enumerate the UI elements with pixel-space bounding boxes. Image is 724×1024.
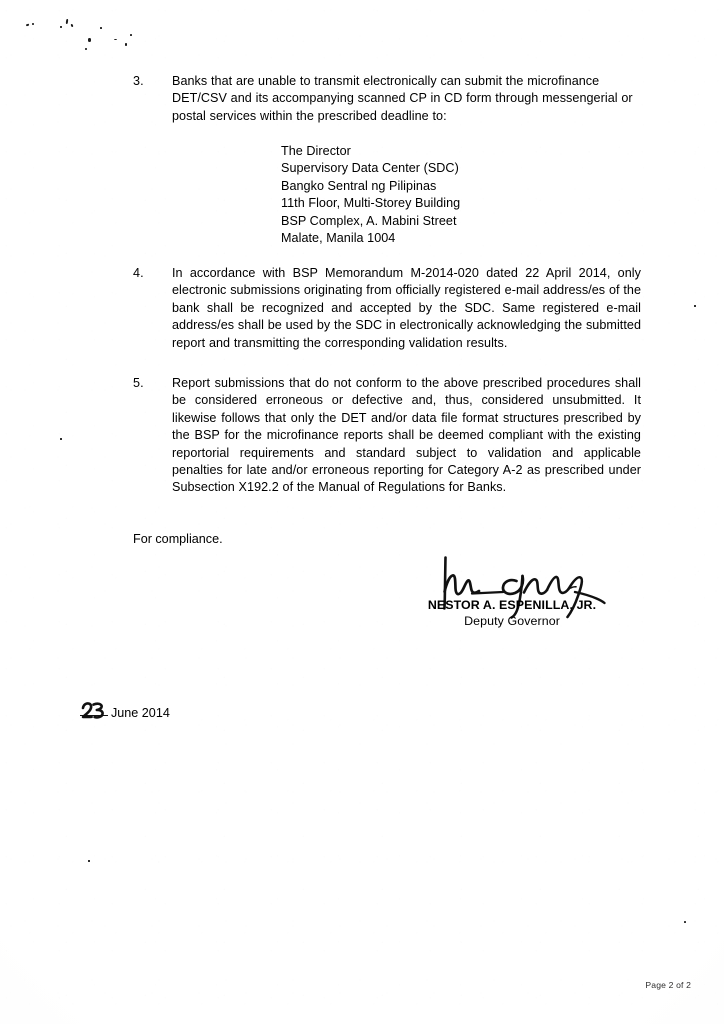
- address-line-director: The Director: [281, 144, 351, 158]
- address-line-city: Malate, Manila 1004: [281, 231, 396, 246]
- clause-5-text: Report submissions that do not conform to the above prescribed procedures shall be considered erroneous or defective and, thus, considered unsubmitted. It likewise follows that only the DET and/or data file format structures prescribed by the BSP for the microfinance reports shall be deemed compliant with the existing reportorial requirements and standard subject to validation and applicable penalties for late and/or erroneous reporting for Category A-2 as prescribed under Subsection X192.2 of the Manual of Regulations for Banks.: [172, 376, 641, 495]
- page-footer: Page 2 of 2: [645, 980, 691, 990]
- date-month-year: June 2014: [111, 706, 170, 720]
- signatory-title: Deputy Governor: [464, 614, 560, 628]
- address-line-floor: 11th Floor, Multi-Storey Building: [281, 196, 461, 211]
- clause-5: [133, 375, 641, 497]
- closing-line: For compliance.: [133, 532, 223, 546]
- clause-4-text: In accordance with BSP Memorandum M-2014-020 dated 22 April 2014, only electronic submissions originating from officially registered e-mail address/es of the bank shall be recognized and accepted by the SDC. Same registered e-mail address/es shall be used by the SDC in electronically acknowledging the submitted report and transmitting the corresponding validation results.: [172, 266, 641, 350]
- clause-5-number: 5.: [133, 376, 144, 390]
- signatory-name: NESTOR A. ESPENILLA, JR.: [427, 598, 597, 612]
- clause-3: [133, 73, 641, 125]
- address-block: [281, 143, 460, 247]
- handwritten-day-icon: [80, 699, 108, 723]
- clause-3-text: Banks that are unable to transmit electronically can submit the microfinance DET/CSV and its accompanying scanned CP in CD form through messengerial or postal services within the prescribed deadline to:: [172, 74, 633, 123]
- date-line: [80, 705, 170, 722]
- address-line-street: BSP Complex, A. Mabini Street: [281, 213, 457, 228]
- clause-4: [133, 265, 641, 352]
- signature-block: [412, 550, 612, 628]
- clause-4-number: 4.: [133, 266, 144, 280]
- address-line-institution: Bangko Sentral ng Pilipinas: [281, 178, 437, 193]
- address-line-office: Supervisory Data Center (SDC): [281, 161, 459, 176]
- clause-3-number: 3.: [133, 74, 144, 88]
